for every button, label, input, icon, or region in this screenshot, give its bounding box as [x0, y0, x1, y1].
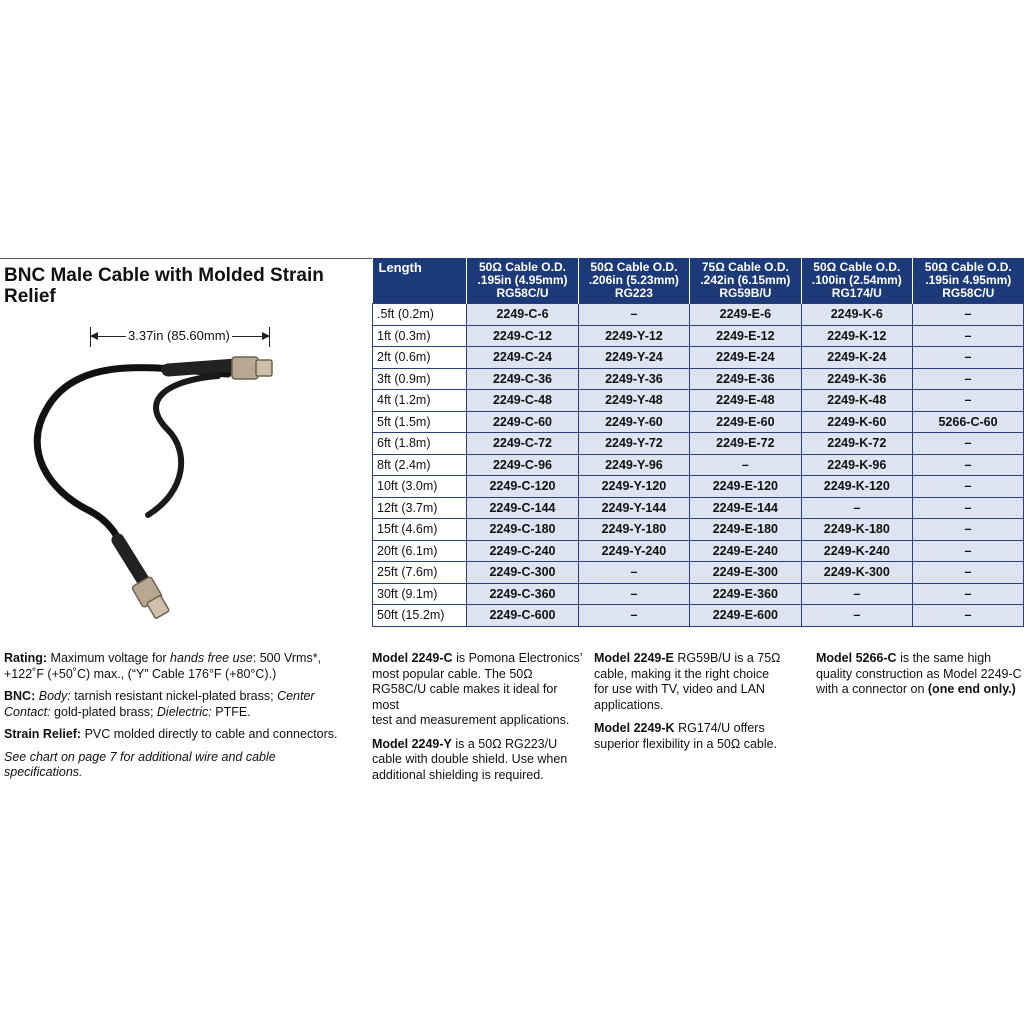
part-number-cell: 2249-C-24: [467, 347, 578, 369]
table-row: [373, 304, 1024, 326]
length-cell: 1ft (0.3m): [373, 325, 467, 347]
table-row: [373, 390, 1024, 412]
part-number-cell: 2249-C-60: [467, 411, 578, 433]
part-number-cell: 2249-C-72: [467, 433, 578, 455]
part-number-cell: –: [690, 454, 801, 476]
part-number-cell: 2249-C-36: [467, 368, 578, 390]
rating-spec-line2: +122˚F (+50˚C) max., (“Y” Cable 176°F (+80°C).): [4, 666, 277, 681]
header-length: Length: [373, 258, 467, 304]
arrow-left-icon: [90, 332, 98, 340]
part-number-cell: 2249-C-600: [467, 605, 578, 627]
part-number-cell: 2249-E-72: [690, 433, 801, 455]
model-2249-c-desc: Model 2249-C is Pomona Electronics’ most popular cable. The 50Ω RG58C/U cable makes it ideal for most test and measurement applications.: [372, 651, 583, 727]
table-row: [373, 454, 1024, 476]
part-number-cell: 2249-E-12: [690, 325, 801, 347]
part-number-cell: 2249-K-60: [801, 411, 912, 433]
part-number-cell: –: [913, 519, 1024, 541]
page-title: BNC Male Cable with Molded Strain Relief: [4, 265, 324, 307]
part-number-cell: 2249-E-600: [690, 605, 801, 627]
part-number-cell: 2249-C-144: [467, 497, 578, 519]
model-2249-k-desc: Model 2249-K RG174/U offers superior flexibility in a 50Ω cable.: [594, 721, 778, 751]
part-number-cell: 2249-Y-120: [578, 476, 689, 498]
part-number-cell: –: [913, 433, 1024, 455]
part-number-cell: –: [913, 368, 1024, 390]
model-2249-y-desc: Model 2249-Y is a 50Ω RG223/U cable with double shield. Use when additional shielding is required.: [372, 736, 568, 782]
part-number-cell: –: [913, 390, 1024, 412]
part-number-cell: –: [913, 476, 1024, 498]
part-number-cell: –: [913, 540, 1024, 562]
part-number-cell: 2249-C-12: [467, 325, 578, 347]
strain-relief-spec: Strain Relief: PVC molded directly to cable and connectors.: [4, 727, 338, 741]
part-number-cell: 2249-E-24: [690, 347, 801, 369]
part-number-cell: 2249-C-6: [467, 304, 578, 326]
specifications-text: [4, 651, 354, 781]
part-number-cell: 2249-C-96: [467, 454, 578, 476]
part-number-cell: 2249-E-120: [690, 476, 801, 498]
length-cell: 12ft (3.7m): [373, 497, 467, 519]
part-number-cell: 2249-K-180: [801, 519, 912, 541]
part-number-cell: –: [913, 454, 1024, 476]
part-number-cell: 2249-K-240: [801, 540, 912, 562]
table-row: [373, 519, 1024, 541]
part-number-cell: 2249-Y-24: [578, 347, 689, 369]
part-number-cell: –: [578, 304, 689, 326]
cable-photo: [18, 340, 286, 630]
part-number-cell: –: [801, 583, 912, 605]
part-number-cell: 2249-C-120: [467, 476, 578, 498]
length-cell: 4ft (1.2m): [373, 390, 467, 412]
length-cell: 15ft (4.6m): [373, 519, 467, 541]
header-col: 50Ω Cable O.D. .100in (2.54mm) RG174/U: [801, 258, 912, 304]
table-row: [373, 433, 1024, 455]
part-number-cell: –: [913, 562, 1024, 584]
part-number-cell: 2249-Y-180: [578, 519, 689, 541]
part-number-cell: 2249-Y-36: [578, 368, 689, 390]
table-row: [373, 411, 1024, 433]
table-row: [373, 540, 1024, 562]
table-header-row: [373, 258, 1024, 304]
header-col: 75Ω Cable O.D. .242in (6.15mm) RG59B/U: [690, 258, 801, 304]
model-5266-c-desc: Model 5266-C is the same high quality construction as Model 2249-C with a connector on (one end only.): [816, 651, 1022, 696]
part-number-cell: 2249-E-60: [690, 411, 801, 433]
part-number-cell: –: [578, 562, 689, 584]
length-cell: .5ft (0.2m): [373, 304, 467, 326]
part-number-cell: 2249-E-240: [690, 540, 801, 562]
part-number-cell: –: [913, 325, 1024, 347]
part-number-cell: 2249-K-72: [801, 433, 912, 455]
length-cell: 30ft (9.1m): [373, 583, 467, 605]
dimension-label: 3.37in (85.60mm): [128, 328, 230, 343]
part-number-cell: 2249-Y-12: [578, 325, 689, 347]
part-number-cell: –: [913, 583, 1024, 605]
model-2249-e-desc: Model 2249-E RG59B/U is a 75Ω cable, making it the right choice for use with TV, video and LAN applications.: [594, 651, 781, 712]
part-number-cell: 2249-E-360: [690, 583, 801, 605]
part-number-cell: 2249-Y-48: [578, 390, 689, 412]
part-number-cell: 2249-K-12: [801, 325, 912, 347]
part-number-cell: 2249-E-36: [690, 368, 801, 390]
part-number-cell: 2249-E-180: [690, 519, 801, 541]
header-col: 50Ω Cable O.D. .195in (4.95mm) RG58C/U: [467, 258, 578, 304]
length-cell: 10ft (3.0m): [373, 476, 467, 498]
part-number-cell: 2249-K-36: [801, 368, 912, 390]
part-number-cell: 2249-C-360: [467, 583, 578, 605]
arrow-right-icon: [262, 332, 270, 340]
part-number-cell: 2249-Y-72: [578, 433, 689, 455]
length-cell: 20ft (6.1m): [373, 540, 467, 562]
part-number-cell: –: [913, 304, 1024, 326]
table-row: [373, 605, 1024, 627]
part-number-cell: 2249-C-240: [467, 540, 578, 562]
length-cell: 8ft (2.4m): [373, 454, 467, 476]
model-description-col3: [816, 651, 1024, 698]
table-row: [373, 368, 1024, 390]
part-number-cell: 2249-K-48: [801, 390, 912, 412]
part-number-cell: 2249-Y-240: [578, 540, 689, 562]
part-number-table: [372, 258, 1024, 627]
part-number-cell: 5266-C-60: [913, 411, 1024, 433]
part-number-cell: 2249-K-96: [801, 454, 912, 476]
bnc-spec: BNC: Body: tarnish resistant nickel-plated brass; Center: [4, 689, 315, 703]
part-number-cell: –: [913, 497, 1024, 519]
table-row: [373, 562, 1024, 584]
part-number-cell: 2249-E-144: [690, 497, 801, 519]
part-number-cell: 2249-Y-60: [578, 411, 689, 433]
header-col: 50Ω Cable O.D. .195in 4.95mm) RG58C/U: [913, 258, 1024, 304]
part-number-cell: 2249-C-48: [467, 390, 578, 412]
part-number-cell: –: [801, 497, 912, 519]
table-row: [373, 583, 1024, 605]
header-rule: [0, 258, 372, 259]
part-number-cell: –: [801, 605, 912, 627]
part-number-cell: –: [578, 583, 689, 605]
part-number-cell: –: [578, 605, 689, 627]
spec-note: See chart on page 7 for additional wire and cable specifications.: [4, 749, 276, 779]
part-number-cell: 2249-E-48: [690, 390, 801, 412]
length-cell: 25ft (7.6m): [373, 562, 467, 584]
part-number-cell: –: [913, 347, 1024, 369]
part-number-cell: –: [913, 605, 1024, 627]
part-number-cell: 2249-K-24: [801, 347, 912, 369]
part-number-cell: 2249-K-300: [801, 562, 912, 584]
rating-spec: Rating: Maximum voltage for hands free use: 500 Vrms*,: [4, 651, 322, 665]
table-row: [373, 476, 1024, 498]
length-cell: 3ft (0.9m): [373, 368, 467, 390]
length-cell: 2ft (0.6m): [373, 347, 467, 369]
part-number-cell: 2249-E-300: [690, 562, 801, 584]
header-col: 50Ω Cable O.D. .206in (5.23mm) RG223: [578, 258, 689, 304]
part-number-cell: 2249-K-120: [801, 476, 912, 498]
length-cell: 6ft (1.8m): [373, 433, 467, 455]
part-number-cell: 2249-K-6: [801, 304, 912, 326]
table-row: [373, 497, 1024, 519]
part-number-cell: 2249-E-6: [690, 304, 801, 326]
part-number-cell: 2249-Y-96: [578, 454, 689, 476]
model-description-col1: [372, 651, 587, 783]
bnc-spec-line2: Contact: gold-plated brass; Dielectric: PTFE.: [4, 704, 251, 719]
length-cell: 5ft (1.5m): [373, 411, 467, 433]
table-row: [373, 325, 1024, 347]
model-description-col2: [594, 651, 809, 752]
part-number-cell: 2249-Y-144: [578, 497, 689, 519]
part-number-cell: 2249-C-300: [467, 562, 578, 584]
part-number-cell: 2249-C-180: [467, 519, 578, 541]
table-row: [373, 347, 1024, 369]
length-cell: 50ft (15.2m): [373, 605, 467, 627]
